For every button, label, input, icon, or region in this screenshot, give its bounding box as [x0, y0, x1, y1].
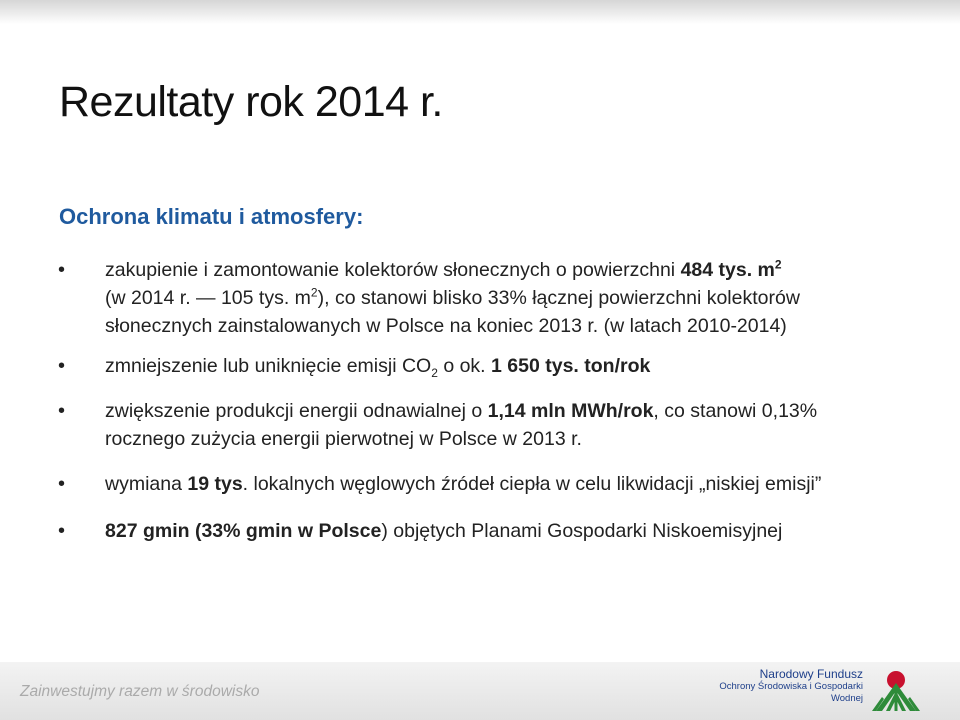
top-gradient-band	[0, 0, 960, 24]
bullet-bold-value: 1 650 tys. ton/rok	[491, 355, 651, 377]
nfosigw-logo-text	[693, 668, 863, 705]
section-heading: Ochrona klimatu i atmosfery:	[59, 204, 364, 229]
superscript: 2	[774, 257, 782, 272]
logo-name: Narodowy Fundusz	[759, 667, 863, 681]
bullet-text: rocznego zużycia energii pierwotnej w Polsce w 2013 r.	[105, 428, 582, 450]
subscript: 2	[431, 365, 438, 380]
bullet-text: , co stanowi 0,13%	[653, 400, 818, 422]
bullet-text: słonecznych zainstalowanych w Polsce na koniec 2013 r. (w latach 2010-2014)	[105, 315, 787, 337]
list-item	[58, 256, 938, 340]
bullet-text: zmniejszenie lub uniknięcie emisji CO	[105, 355, 432, 377]
bullet-text: ) objętych Planami Gospodarki Niskoemisyjnej	[381, 520, 783, 542]
nfosigw-logo-icon	[868, 661, 924, 717]
list-item	[58, 470, 938, 498]
results-list	[58, 256, 938, 545]
bullet-text: . lokalnych węglowych źródeł ciepła w celu likwidacji „niskiej emisji”	[242, 473, 822, 495]
superscript: 2	[310, 285, 318, 300]
list-item	[58, 352, 938, 380]
bullet-text: wymiana	[105, 473, 188, 495]
bullet-text: ), co stanowi blisko 33% łącznej powierzchni kolektorów	[317, 287, 800, 309]
bullet-text: (w 2014 r. — 105 tys. m	[105, 287, 311, 309]
bullet-text: zwiększenie produkcji energii odnawialnej o	[105, 400, 488, 422]
bullet-text: zakupienie i zamontowanie kolektorów słonecznych o powierzchni	[105, 259, 681, 281]
list-item	[58, 517, 938, 545]
bullet-bold-value: 827 gmin (33% gmin w Polsce	[105, 520, 382, 542]
bullet-text: o ok.	[437, 355, 492, 377]
logo-subtitle: Ochrony Środowiska i Gospodarki Wodnej	[719, 681, 863, 704]
bullet-bold-value: 484 tys. m	[680, 259, 775, 281]
slide-title: Rezultaty rok 2014 r.	[59, 78, 443, 126]
bullet-bold-value: 19 tys	[187, 473, 243, 495]
logo-tree-icon	[872, 683, 920, 711]
list-item	[58, 397, 938, 453]
footer-motto: Zainwestujmy razem w środowisko	[20, 683, 260, 700]
bullet-bold-value: 1,14 mln MWh/rok	[487, 400, 654, 422]
